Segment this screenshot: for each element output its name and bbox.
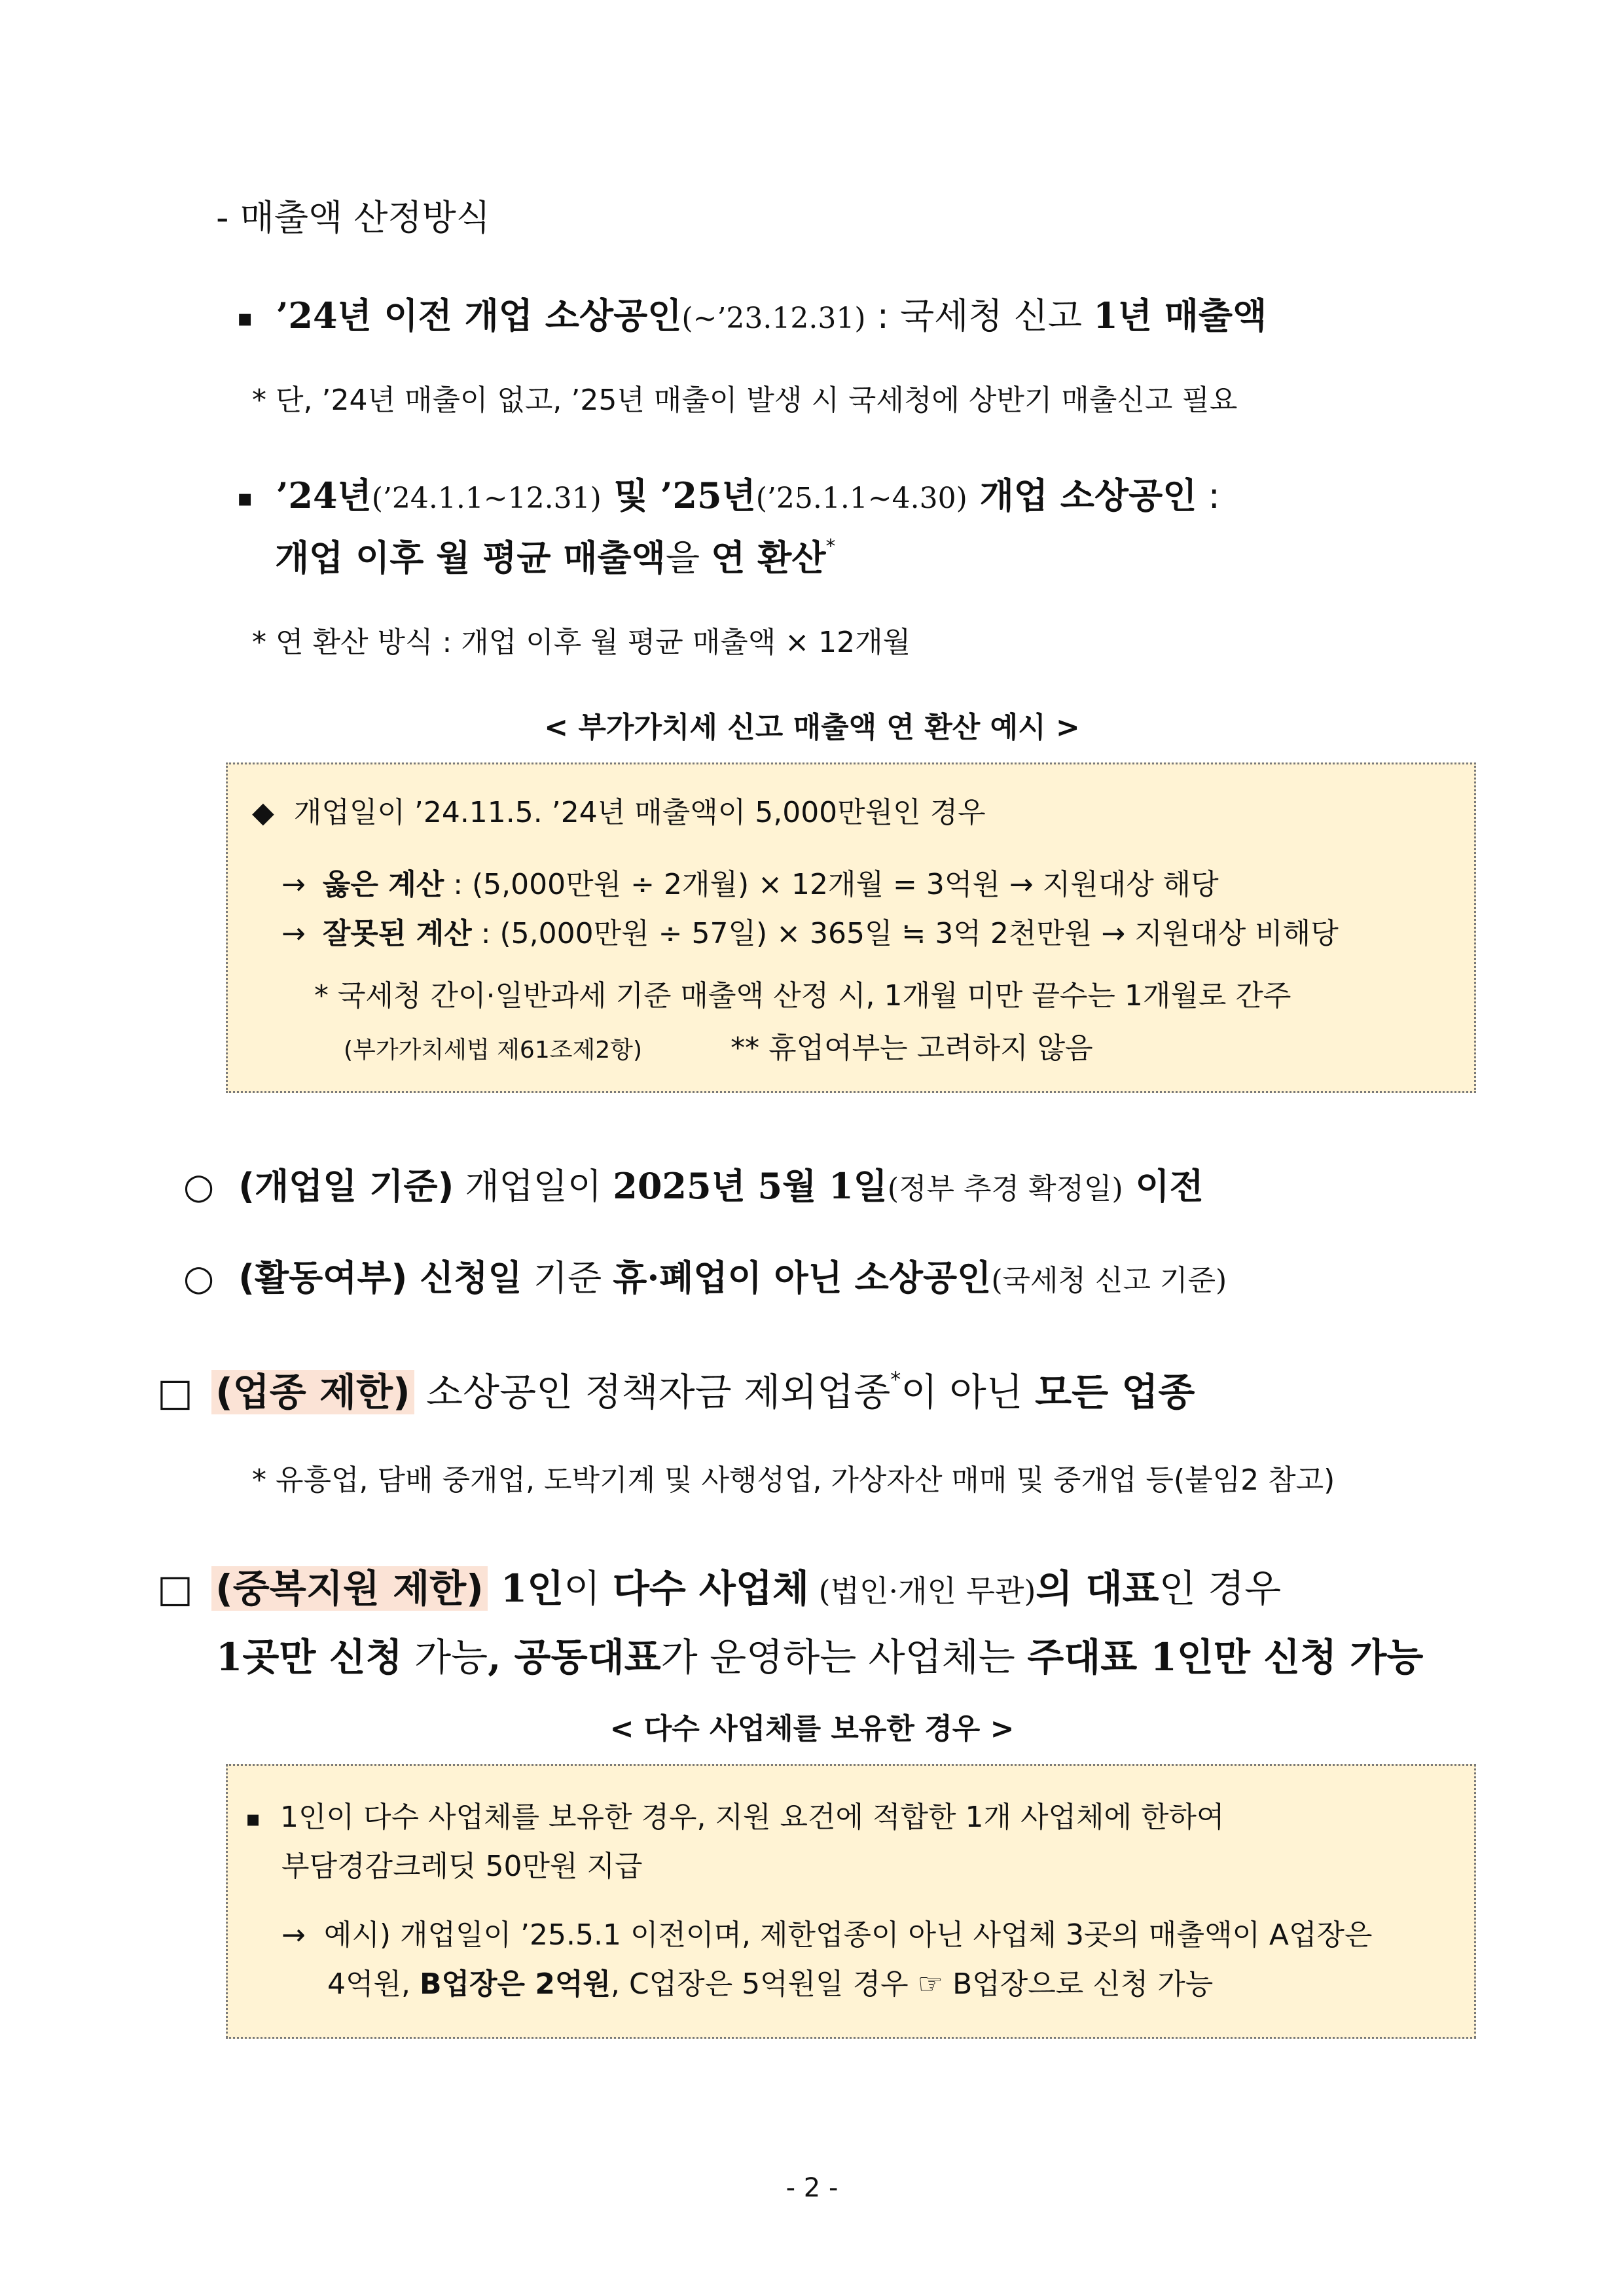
multi-business-title: < 다수 사업체를 보유한 경우 >: [609, 1712, 1015, 1746]
wrong-calculation: → 잘못된 계산 : (5,000만원 ÷ 57일) × 365일 ≒ 3억 2천만원 → 지원대상 비해당: [281, 917, 1339, 950]
bullet-24-before: ▪ ’24년 이전 개업 소상공인(~’23.12.31) : 국세청 신고 1년 매출액: [237, 295, 1267, 336]
duplicate-restriction: □ (중복지원 제한) 1인이 다수 사업체 (법인·개인 무관)의 대표인 경우: [157, 1566, 1282, 1611]
note-annualize: * 연 환산 방식 : 개업 이후 월 평균 매출액 × 12개월: [252, 626, 911, 659]
bullet-24-25-line2: 개업 이후 월 평균 매출액을 연 환산*: [275, 535, 836, 579]
duplicate-label: (중복지원 제한): [211, 1566, 487, 1611]
criterion-activity: ○ (활동여부) 신청일 기준 휴·폐업이 아닌 소상공인(국세청 신고 기준): [183, 1257, 1227, 1299]
bullet-24-25-open: ▪ ’24년(’24.1.1~12.31) 및 ’25년(’25.1.1~4.30) 개업 소상공인 :: [237, 475, 1220, 516]
multi-business-rule: ▪ 1인이 다수 사업체를 보유한 경우, 지원 요건에 적합한 1개 사업체에 한하여: [245, 1801, 1225, 1834]
example-note-1: * 국세청 간이·일반과세 기준 매출액 산정 시, 1개월 미만 끝수는 1개월로 간주: [314, 979, 1291, 1013]
criterion-open-date: ○ (개업일 기준) 개업일이 2025년 5월 1일(정부 추경 확정일) 이전: [183, 1165, 1204, 1207]
multi-business-example: → 예시) 개업일이 ’25.5.1 이전이며, 제한업종이 아닌 사업체 3곳의 매출액이 A업장은: [281, 1918, 1373, 1952]
page-number: - 2 -: [785, 2173, 839, 2203]
multi-business-rule-line2: 부담경감크레딧 50만원 지급: [281, 1850, 643, 1883]
section-heading: - 매출액 산정방식: [216, 197, 490, 238]
duplicate-restriction-line2: 1곳만 신청 가능, 공동대표가 운영하는 사업체는 주대표 1인만 신청 가능: [216, 1635, 1424, 1679]
bullet-marker: ▪: [237, 304, 253, 332]
example-case: ◆ 개업일이 ’24.11.5. ’24년 매출액이 5,000만원인 경우: [252, 796, 986, 829]
multi-business-example-line2: 4억원, B업장은 2억원, C업장은 5억원일 경우 ☞ B업장으로 신청 가능: [327, 1967, 1214, 2001]
industry-restriction: □ (업종 제한) 소상공인 정책자금 제외업종*이 아닌 모든 업종: [157, 1367, 1195, 1414]
note-24-no-sales: * 단, ’24년 매출이 없고, ’25년 매출이 발생 시 국세청에 상반기 매출신고 필요: [252, 384, 1238, 417]
example-note-2: (부가가치세법 제61조제2항) ** 휴업여부는 고려하지 않음: [344, 1031, 1093, 1065]
industry-label: (업종 제한): [211, 1370, 414, 1414]
example-title: < 부가가치세 신고 매출액 연 환산 예시 >: [544, 711, 1080, 744]
industry-note: * 유흥업, 담배 중개업, 도박기계 및 사행성업, 가상자산 매매 및 중개업 등(붙임2 참고): [252, 1463, 1335, 1497]
correct-calculation: → 옳은 계산 : (5,000만원 ÷ 2개월) × 12개월 = 3억원 → 지원대상 해당: [281, 868, 1219, 901]
